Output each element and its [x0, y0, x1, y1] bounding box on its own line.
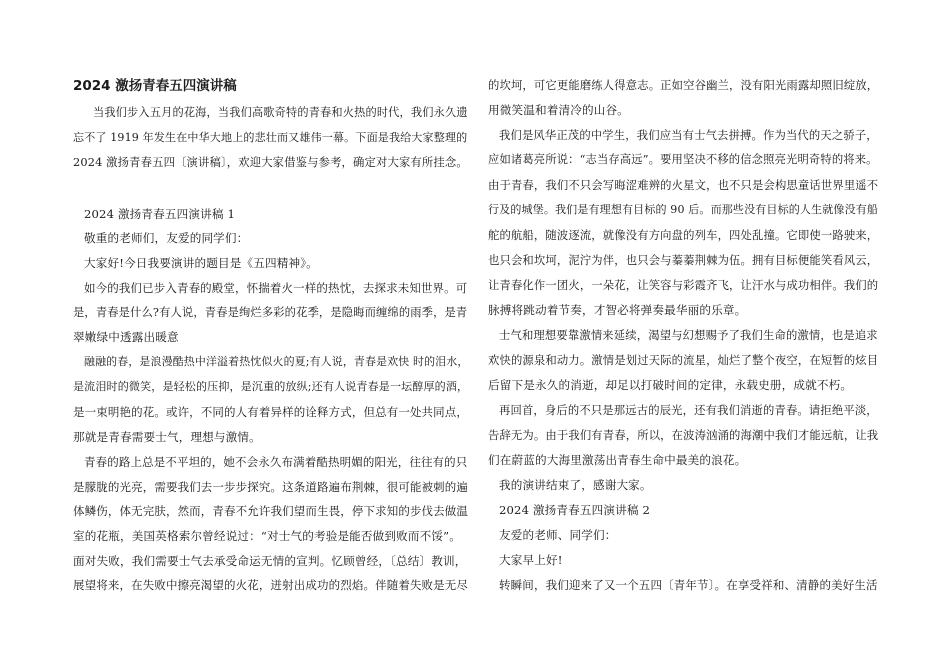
- paragraph-line: 也只会和坎坷，泥泞为伴，也只会与蓁蓁荆棘为伍。拥有目标便能笑看风云，: [488, 253, 879, 267]
- paragraph-line: 用微笑温和着清冷的山谷。: [488, 103, 629, 117]
- paragraph-line: 的坎坷，可它更能磨练人得意志。正如空谷幽兰，没有阳光雨露却照旧绽放，: [488, 78, 879, 92]
- paragraph-line: 面对失败，我们需要士气去承受命运无情的宣判。忆顾曾经，〔总结〕教训，: [73, 554, 467, 568]
- paragraph-line: 告辞无为。由于我们有青春，所以，在波涛汹涌的海潮中我们才能远航，让我: [488, 428, 879, 442]
- paragraph-line: 士气和理想要靠激情来延续，渴望与幻想赐予了我们生命的激情，也是追求: [499, 328, 878, 342]
- paragraph-line: 由于青春，我们不只会写晦涩难辨的火星文，也不只是会构思童话世界里遥不: [488, 178, 879, 192]
- paragraph-line: 欢快的源泉和动力。激情是划过天际的流星，灿烂了整个夜空，在短暂的炫目: [488, 353, 879, 367]
- paragraph-line: 舵的航船，随波逐流，就像没有方向盘的列车，四处乱撞。它即使一路驶来，: [488, 228, 879, 242]
- paragraph-line: 那就是青春需要士气，理想与激情。: [73, 430, 261, 444]
- salutation: 友爱的老师、同学们：: [499, 528, 617, 542]
- paragraph-line: 应如诸葛亮所说：“志当存高远”。要用坚决不移的信念照亮光明奇特的将来。: [488, 153, 878, 166]
- paragraph-line: 们在蔚蓝的大海里激荡出青春生命中最美的浪花。: [488, 453, 747, 467]
- paragraph-line: 是，青春是什么?有人说，青春是绚烂多彩的花季，是隐晦而缠绵的雨季，是青: [73, 306, 468, 319]
- paragraph-line: 让青春化作一团火，一朵花，让笑容与彩霞齐飞，让汗水与成功相伴。我们的: [488, 278, 879, 292]
- paragraph-line: 转瞬间，我们迎来了又一个五四〔青年节〕。在享受祥和、清静的美好生活: [499, 578, 878, 592]
- paragraph-line: 如今的我们已步入青春的殿堂，怀揣着火一样的热忱，去探求未知世界。可: [84, 281, 468, 295]
- paragraph-line: 是朦胧的光亮，需要我们去一步步探究。这条道路遍布荆棘，很可能被刺的遍: [73, 480, 469, 494]
- paragraph-line: 翠嫩绿中透露出暖意: [73, 330, 179, 344]
- paragraph-line: 再回首，身后的不只是那远古的辰光，还有我们消逝的青春。请拒绝平淡，: [499, 403, 878, 417]
- paragraph-line: 大家早上好!: [499, 553, 563, 567]
- paragraph-line: 融融的春，是浪漫酷热中洋溢着热忱似火的夏;有人说，青春是欢快 时的泪水，: [84, 355, 469, 368]
- paragraph-line: 忘不了 1919 年发生在中华大地上的悲壮而又雄伟一幕。下面是我给大家整理的: [73, 131, 468, 144]
- paragraph-line: 我的演讲结束了，感谢大家。: [499, 478, 652, 492]
- document-title: 2024 激扬青春五四演讲稿: [73, 78, 237, 94]
- paragraph-line: 是流泪时的微笑，是轻松的压抑，是沉重的放纵;还有人说青春是一坛醇厚的酒，: [73, 380, 469, 393]
- paragraph-line: 脉搏将跳动着节奏，才智必将弹奏最华丽的乐章。: [488, 303, 747, 317]
- salutation: 敬重的老师们，友爱的同学们：: [84, 231, 249, 245]
- paragraph-line: 体鳞伤，体无完肤，然而，青春不允许我们望而生畏，停下求知的步伐去做温: [73, 504, 469, 518]
- section-heading: 2024 激扬青春五四演讲稿 2: [499, 503, 650, 517]
- paragraph-line: 2024 激扬青春五四〔演讲稿〕，欢迎大家借鉴与参考，确定对大家有所挂念。: [73, 155, 468, 169]
- paragraph-line: 是一束明艳的花。或许，不同的人有着异样的诠释方式，但总有一处共同点，: [73, 405, 469, 419]
- paragraph-line: 我们是风华正茂的中学生，我们应当有士气去拼搏。作为当代的天之骄子，: [499, 128, 878, 142]
- paragraph-line: 大家好!今日我要演讲的题目是《五四精神》。: [84, 256, 318, 270]
- paragraph-line: 行及的城堡。我们是有理想有目标的 90 后。而那些没有目标的人生就像没有船: [488, 203, 879, 216]
- paragraph-line: 室的花瓶，美国英格索尔曾经说过：“对士气的考验是能否做到败而不馁”。: [73, 529, 461, 543]
- paragraph-line: 展望将来，在失败中擦亮渴望的火花，迸射出成功的烈焰。伴随着失败是无尽: [73, 578, 469, 592]
- section-heading: 2024 激扬青春五四演讲稿 1: [84, 207, 235, 221]
- paragraph-line: 当我们步入五月的花海，当我们高歌奇特的青春和火热的时代，我们永久遗: [93, 106, 468, 119]
- paragraph-line: 后留下是永久的消逝，却足以打破时间的定律，永载史册，成就不朽。: [488, 378, 853, 392]
- paragraph-line: 青春的路上总是不平坦的，她不会永久布满着酷热明媚的阳光，往往有的只: [84, 455, 468, 469]
